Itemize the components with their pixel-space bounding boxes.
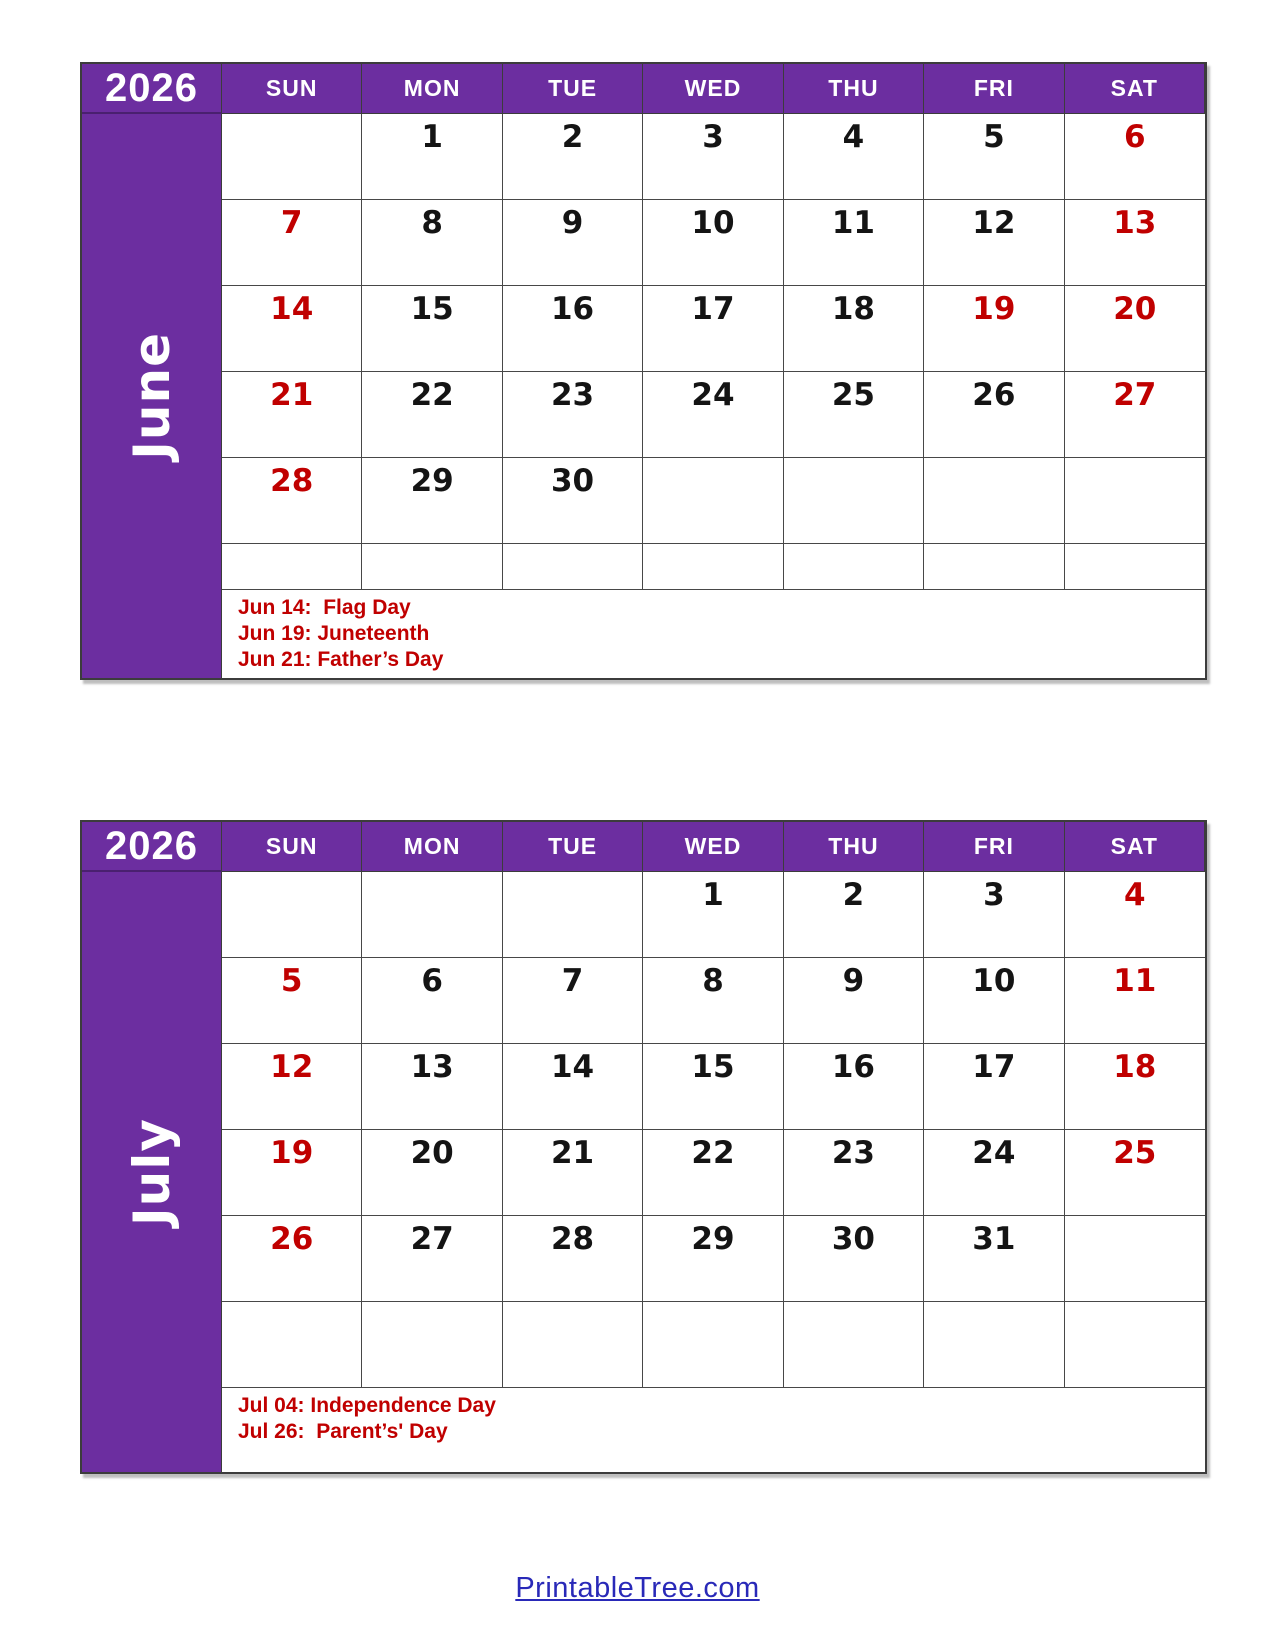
date-cell-empty — [222, 544, 362, 590]
date-cell-july-11: 11 — [1065, 958, 1205, 1044]
year-label: 2026 — [82, 822, 222, 872]
holiday-note-line: Jun 21: Father’s Day — [238, 648, 444, 671]
date-cell-june-2: 2 — [503, 114, 643, 200]
date-cell-july-10: 10 — [924, 958, 1064, 1044]
date-cell-june-16: 16 — [503, 286, 643, 372]
holiday-note-line: Jul 04: Independence Day — [238, 1394, 496, 1417]
holiday-note-line: Jun 14: Flag Day — [238, 596, 411, 619]
date-cell-june-25: 25 — [784, 372, 924, 458]
date-cell-june-21: 21 — [222, 372, 362, 458]
date-cell-july-17: 17 — [924, 1044, 1064, 1130]
date-cell-july-15: 15 — [643, 1044, 783, 1130]
date-cell-july-24: 24 — [924, 1130, 1064, 1216]
date-cell-july-25: 25 — [1065, 1130, 1205, 1216]
date-cell-july-20: 20 — [362, 1130, 502, 1216]
date-cell-june-3: 3 — [643, 114, 783, 200]
date-cell-empty — [784, 458, 924, 544]
calendar-june — [80, 62, 1207, 680]
date-cell-empty — [222, 872, 362, 958]
date-cell-empty — [222, 1302, 362, 1388]
day-header-tue: TUE — [503, 64, 643, 114]
date-cell-june-23: 23 — [503, 372, 643, 458]
holiday-notes — [222, 1388, 1205, 1472]
date-cell-july-1: 1 — [643, 872, 783, 958]
date-cell-june-27: 27 — [1065, 372, 1205, 458]
date-cell-july-7: 7 — [503, 958, 643, 1044]
date-cell-empty — [1065, 1216, 1205, 1302]
date-cell-empty — [924, 544, 1064, 590]
date-cell-empty — [643, 544, 783, 590]
date-cell-empty — [1065, 544, 1205, 590]
holiday-note-line: Jul 26: Parent’s' Day — [238, 1420, 448, 1443]
date-cell-june-24: 24 — [643, 372, 783, 458]
date-cell-july-19: 19 — [222, 1130, 362, 1216]
date-cell-june-15: 15 — [362, 286, 502, 372]
date-cell-july-9: 9 — [784, 958, 924, 1044]
date-cell-june-14: 14 — [222, 286, 362, 372]
date-cell-june-17: 17 — [643, 286, 783, 372]
date-cell-july-8: 8 — [643, 958, 783, 1044]
calendar-july — [80, 820, 1207, 1474]
page-footer — [0, 1572, 1275, 1605]
date-cell-june-22: 22 — [362, 372, 502, 458]
day-header-wed: WED — [643, 822, 783, 872]
date-cell-june-1: 1 — [362, 114, 502, 200]
date-cell-june-9: 9 — [503, 200, 643, 286]
date-cell-june-13: 13 — [1065, 200, 1205, 286]
day-header-sat: SAT — [1065, 822, 1205, 872]
day-header-sun: SUN — [222, 822, 362, 872]
month-label: June — [122, 332, 181, 460]
date-cell-july-14: 14 — [503, 1044, 643, 1130]
date-cell-june-19: 19 — [924, 286, 1064, 372]
date-cell-july-22: 22 — [643, 1130, 783, 1216]
month-sidebar — [82, 872, 222, 1472]
date-cell-july-12: 12 — [222, 1044, 362, 1130]
day-header-tue: TUE — [503, 822, 643, 872]
date-cell-empty — [643, 1302, 783, 1388]
date-cell-empty — [643, 458, 783, 544]
day-header-wed: WED — [643, 64, 783, 114]
month-sidebar — [82, 114, 222, 678]
date-cell-june-4: 4 — [784, 114, 924, 200]
date-cell-june-10: 10 — [643, 200, 783, 286]
footer-site-link[interactable]: PrintableTree.com — [515, 1572, 760, 1604]
date-cell-july-13: 13 — [362, 1044, 502, 1130]
day-header-thu: THU — [784, 822, 924, 872]
date-cell-june-26: 26 — [924, 372, 1064, 458]
date-cell-july-26: 26 — [222, 1216, 362, 1302]
date-cell-july-31: 31 — [924, 1216, 1064, 1302]
date-cell-july-6: 6 — [362, 958, 502, 1044]
year-label: 2026 — [82, 64, 222, 114]
date-cell-july-28: 28 — [503, 1216, 643, 1302]
date-cell-june-18: 18 — [784, 286, 924, 372]
date-cell-june-7: 7 — [222, 200, 362, 286]
date-cell-july-21: 21 — [503, 1130, 643, 1216]
day-header-mon: MON — [362, 822, 502, 872]
date-cell-empty — [503, 872, 643, 958]
date-cell-june-29: 29 — [362, 458, 502, 544]
date-cell-empty — [503, 1302, 643, 1388]
date-cell-empty — [362, 872, 502, 958]
date-cell-july-5: 5 — [222, 958, 362, 1044]
month-label: July — [122, 1118, 181, 1226]
date-cell-july-29: 29 — [643, 1216, 783, 1302]
date-cell-june-6: 6 — [1065, 114, 1205, 200]
date-cell-empty — [1065, 458, 1205, 544]
day-header-fri: FRI — [924, 822, 1064, 872]
date-cell-june-5: 5 — [924, 114, 1064, 200]
date-cell-empty — [362, 544, 502, 590]
day-header-thu: THU — [784, 64, 924, 114]
date-cell-june-30: 30 — [503, 458, 643, 544]
date-cell-july-18: 18 — [1065, 1044, 1205, 1130]
date-cell-empty — [784, 1302, 924, 1388]
date-cell-empty — [1065, 1302, 1205, 1388]
date-cell-june-12: 12 — [924, 200, 1064, 286]
date-cell-july-16: 16 — [784, 1044, 924, 1130]
date-cell-empty — [924, 1302, 1064, 1388]
holiday-note-line: Jun 19: Juneteenth — [238, 622, 430, 645]
date-cell-empty — [924, 458, 1064, 544]
date-cell-empty — [503, 544, 643, 590]
day-header-fri: FRI — [924, 64, 1064, 114]
date-cell-july-2: 2 — [784, 872, 924, 958]
date-cell-july-3: 3 — [924, 872, 1064, 958]
day-header-sat: SAT — [1065, 64, 1205, 114]
date-cell-june-28: 28 — [222, 458, 362, 544]
date-cell-empty — [362, 1302, 502, 1388]
date-cell-june-11: 11 — [784, 200, 924, 286]
date-cell-empty — [222, 114, 362, 200]
date-cell-july-4: 4 — [1065, 872, 1205, 958]
date-cell-july-27: 27 — [362, 1216, 502, 1302]
date-cell-empty — [784, 544, 924, 590]
date-cell-july-30: 30 — [784, 1216, 924, 1302]
day-header-mon: MON — [362, 64, 502, 114]
date-cell-june-20: 20 — [1065, 286, 1205, 372]
day-header-sun: SUN — [222, 64, 362, 114]
date-cell-july-23: 23 — [784, 1130, 924, 1216]
date-cell-june-8: 8 — [362, 200, 502, 286]
holiday-notes — [222, 590, 1205, 678]
